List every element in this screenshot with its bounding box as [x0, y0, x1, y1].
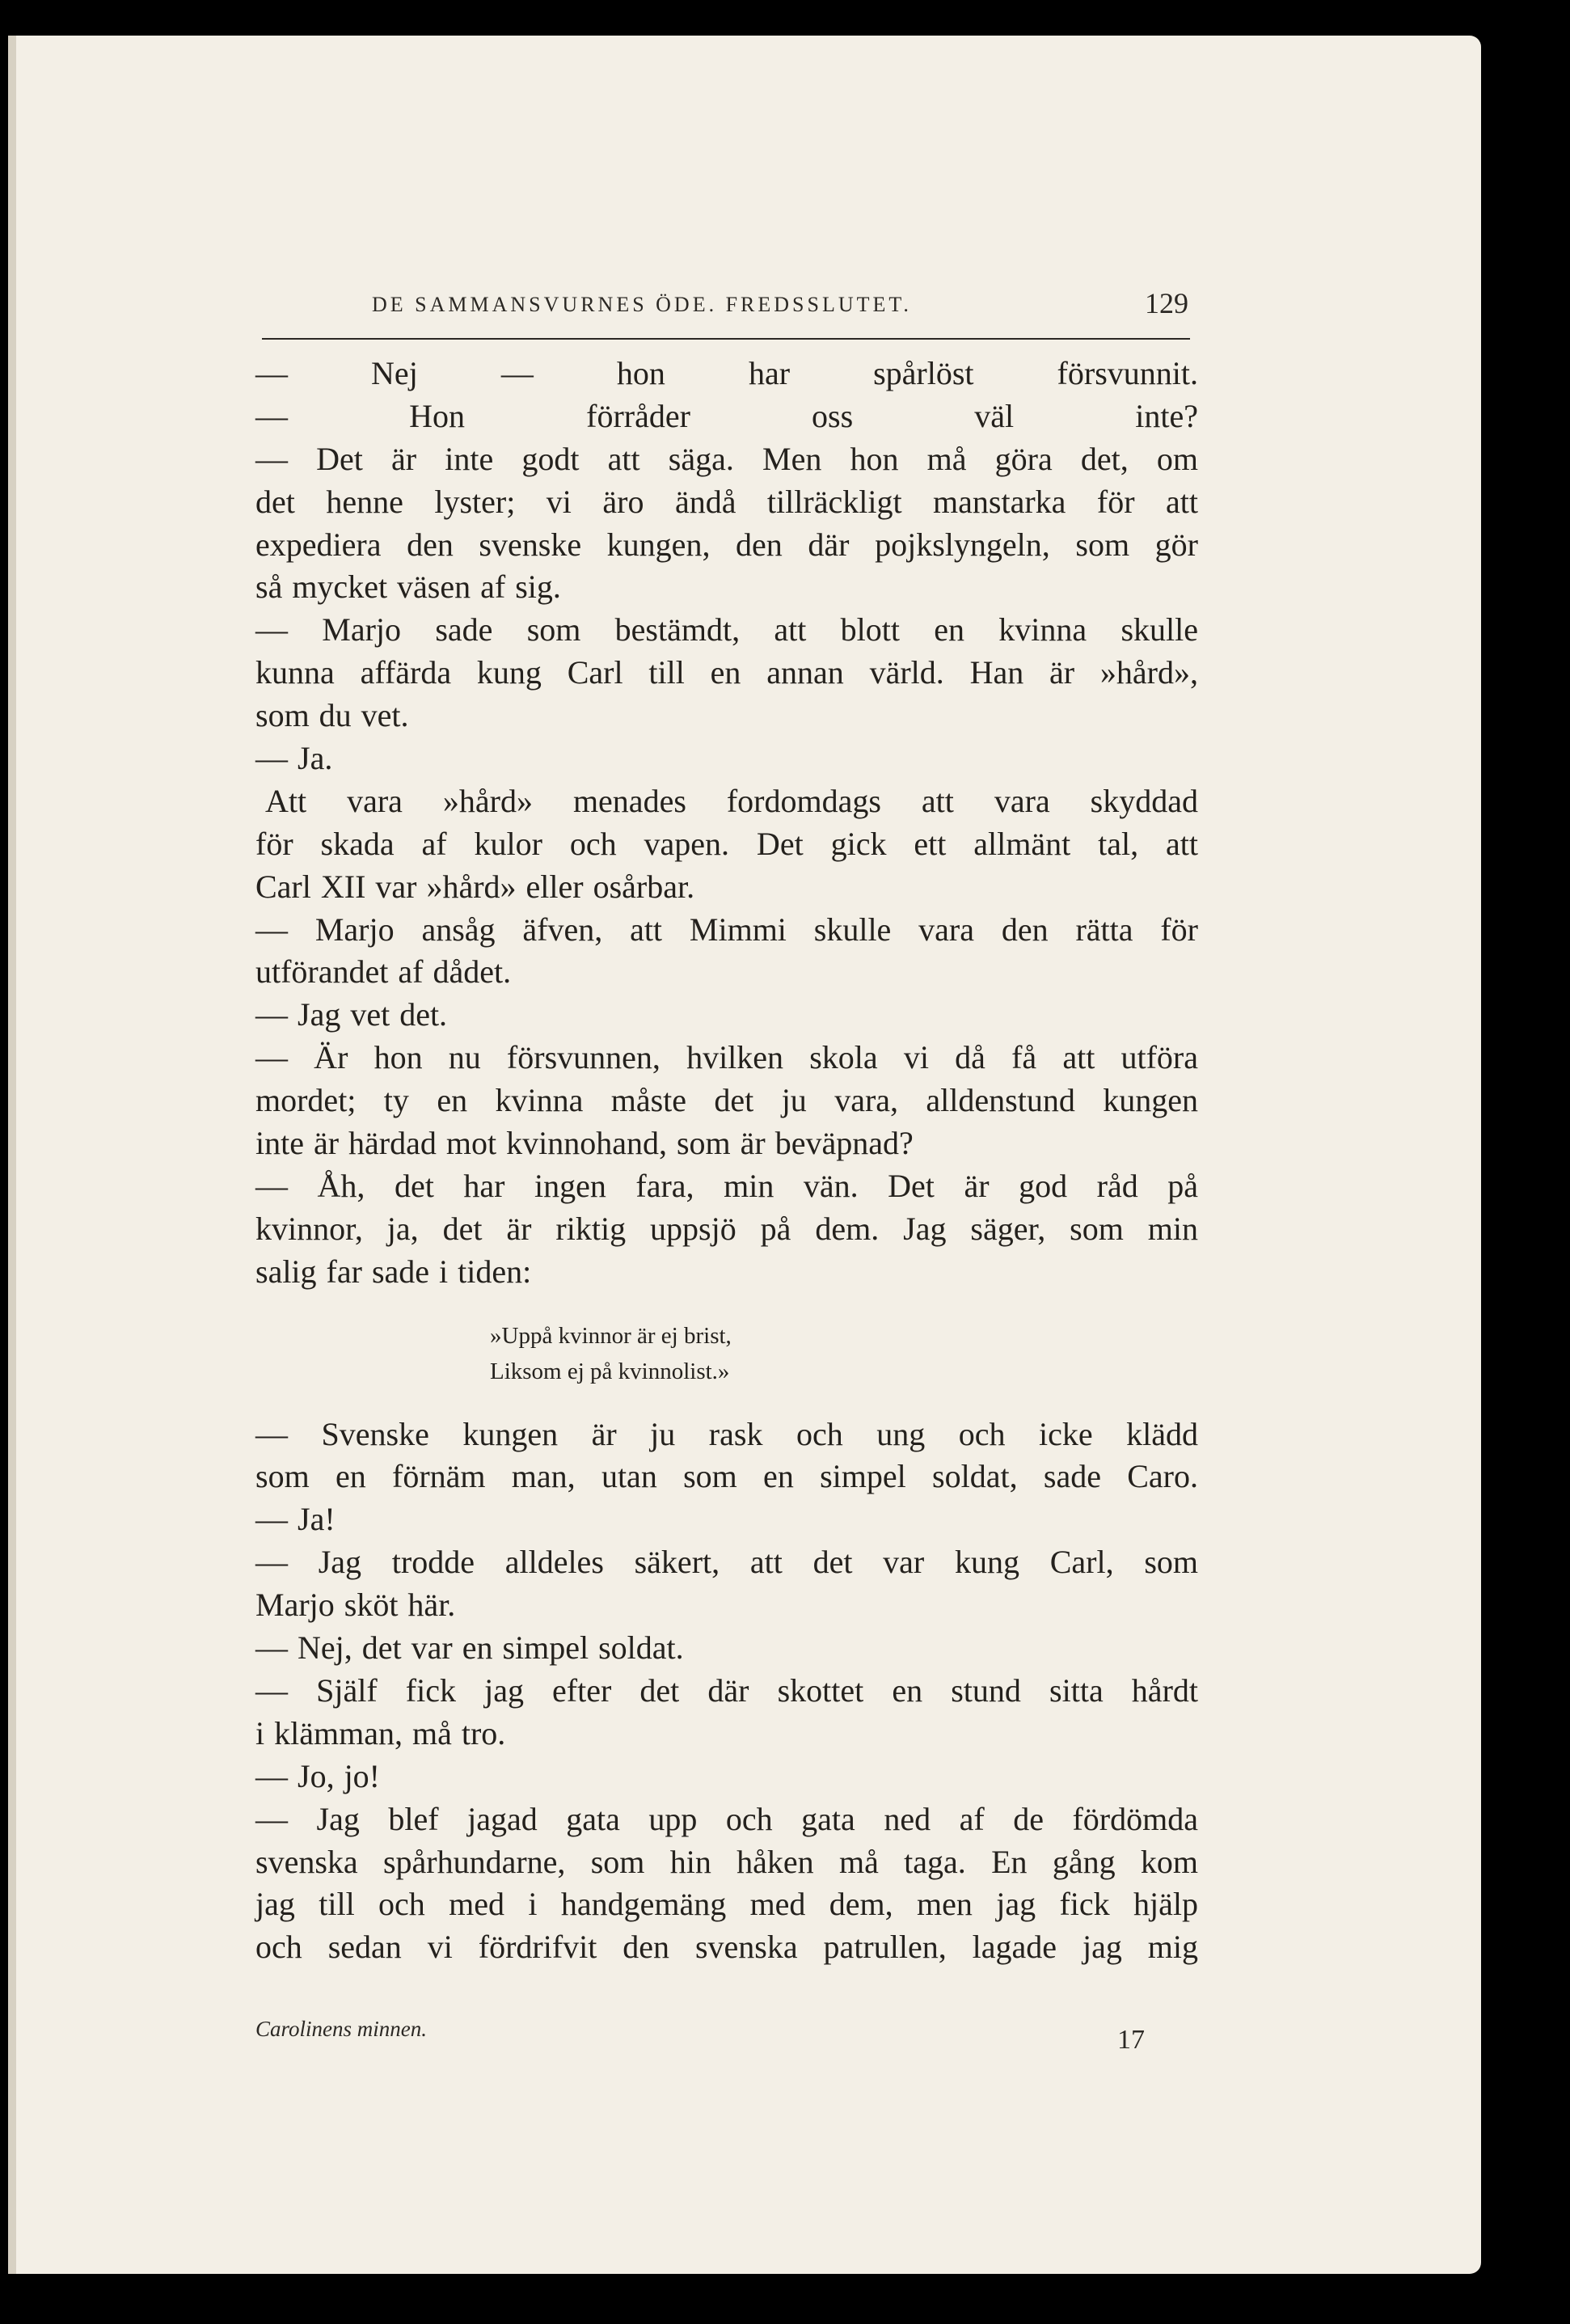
- text-line: — Är hon nu försvunnen, hvilken skola vi då få att utföra: [255, 1039, 1198, 1076]
- page-number: 129: [1145, 287, 1188, 319]
- text-line: — Ja!: [255, 1501, 336, 1538]
- text-line: — Marjo sade som bestämdt, att blott en kvinna skulle: [255, 611, 1198, 649]
- text-line: för skada af kulor och vapen. Det gick ett allmänt tal, att: [255, 825, 1198, 862]
- text-line: kvinnor, ja, det är riktig uppsjö på dem. Jag säger, som min: [255, 1210, 1198, 1247]
- text-line: — Hon förråder oss väl inte?: [255, 397, 1198, 434]
- text-line: som en förnäm man, utan som en simpel soldat, sade Caro.: [255, 1458, 1198, 1495]
- header-rule: [262, 338, 1190, 340]
- verse-line: Liksom ej på kvinnolist.»: [490, 1358, 730, 1384]
- text-line: — Ja.: [255, 740, 333, 777]
- text-line: — Jo, jo!: [255, 1757, 380, 1794]
- running-title: DE SAMMANSVURNES ÖDE. FREDSSLUTET.: [372, 293, 912, 316]
- body-text: [255, 353, 1198, 1969]
- text-line: — Nej, det var en simpel soldat.: [255, 1629, 684, 1667]
- text-line: det henne lyster; vi äro ändå tillräckligt manstarka för att: [255, 483, 1198, 520]
- text-line: Carl XII var »hård» eller osårbar.: [255, 868, 695, 905]
- text-line: — Det är inte godt att säga. Men hon må göra det, om: [255, 440, 1198, 477]
- text-line: så mycket väsen af sig.: [255, 568, 561, 606]
- text-line: i klämman, må tro.: [255, 1714, 506, 1751]
- text-line: — Svenske kungen är ju rask och ung och icke klädd: [255, 1415, 1198, 1452]
- text-line: kunna affärda kung Carl till en annan värld. Han är »hård»,: [255, 654, 1198, 691]
- text-line: Att vara »hård» menades fordomdags att vara skyddad: [265, 782, 1198, 819]
- text-line: utförandet af dådet.: [255, 953, 512, 991]
- text-line: expediera den svenske kungen, den där pojkslyngeln, som gör: [255, 526, 1198, 563]
- text-line: jag till och med i handgemäng med dem, men jag fick hjälp: [255, 1886, 1198, 1923]
- page-footer: [255, 2010, 1145, 2059]
- text-line: — Jag trodde alldeles säkert, att det var kung Carl, som: [255, 1544, 1198, 1581]
- signature-mark: Carolinens minnen.: [255, 2017, 427, 2041]
- text-line: salig far sade i tiden:: [255, 1253, 532, 1290]
- page-spine: [8, 36, 16, 2274]
- verse-line: »Uppå kvinnor är ej brist,: [490, 1322, 732, 1349]
- text-line: — Nej — hon har spårlöst försvunnit.: [255, 355, 1198, 391]
- text-line: — Jag vet det.: [255, 996, 448, 1033]
- text-line: — Åh, det har ingen fara, min vän. Det är god råd på: [255, 1167, 1198, 1204]
- text-line: mordet; ty en kvinna måste det ju vara, alldenstund kungen: [255, 1082, 1198, 1119]
- page-header: [372, 289, 1188, 322]
- book-page: [8, 36, 1481, 2274]
- sheet-number: 17: [1117, 2025, 1145, 2055]
- text-line: svenska spårhundarne, som hin håken må taga. En gång kom: [255, 1843, 1198, 1880]
- text-line: och sedan vi fördrifvit den svenska patrullen, lagade jag mig: [255, 1929, 1198, 1966]
- text-line: — Jag blef jagad gata upp och gata ned af de fördömda: [255, 1800, 1198, 1837]
- text-line: — Marjo ansåg äfven, att Mimmi skulle vara den rätta för: [255, 911, 1198, 948]
- text-line: inte är härdad mot kvinnohand, som är beväpnad?: [255, 1125, 914, 1162]
- text-line: — Själf fick jag efter det där skottet en stund sitta hårdt: [255, 1671, 1198, 1709]
- text-line: Marjo sköt här.: [255, 1587, 456, 1624]
- text-line: som du vet.: [255, 697, 409, 734]
